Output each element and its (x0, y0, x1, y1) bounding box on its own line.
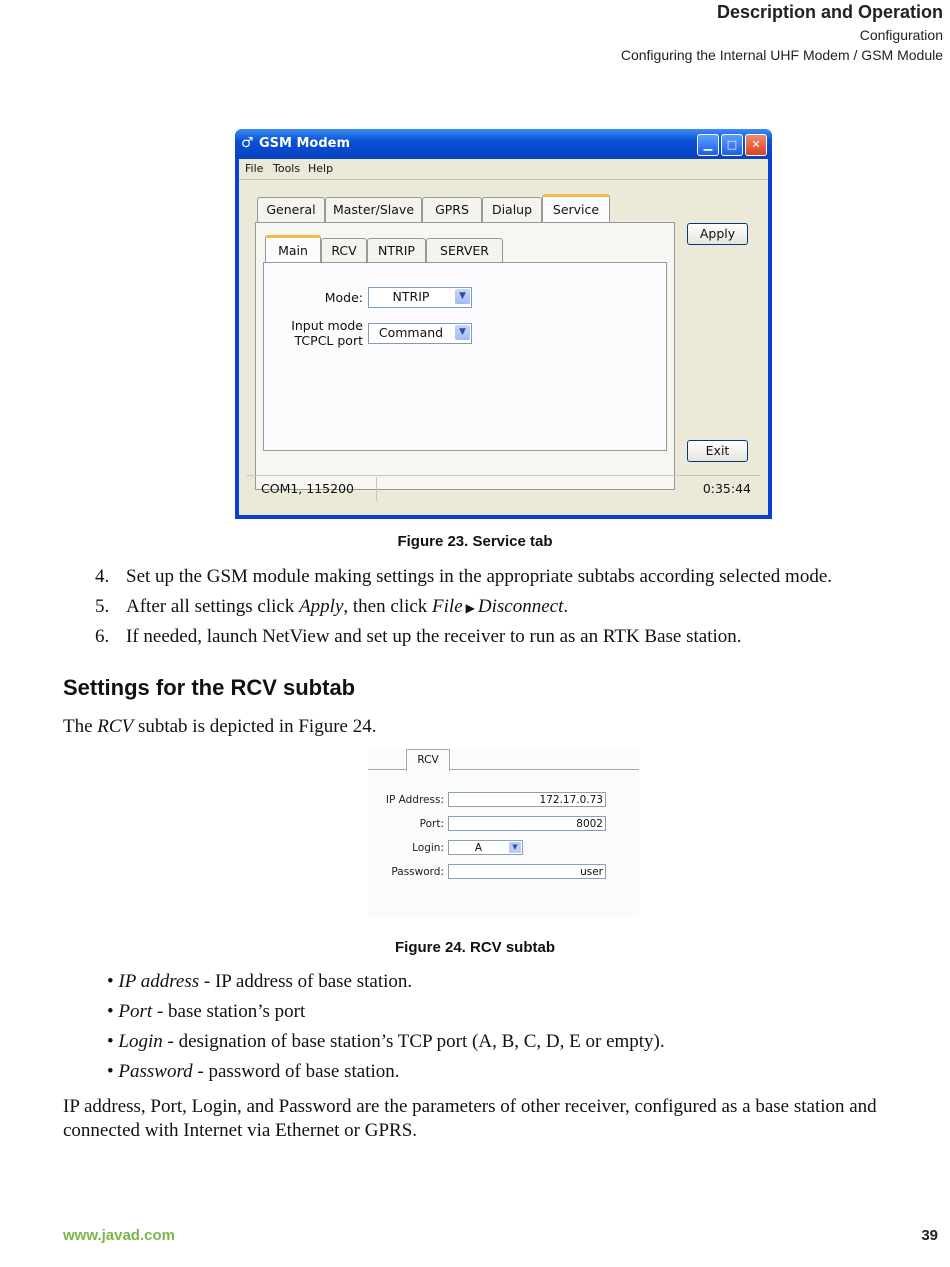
tab-service[interactable]: Service (542, 194, 610, 224)
section-heading: Settings for the RCV subtab (63, 675, 356, 700)
step-number: 6. (95, 626, 110, 647)
mode-label: Mode: (324, 290, 363, 305)
tab-master-slave[interactable]: Master/Slave (325, 197, 422, 222)
step-number: 5. (95, 596, 110, 617)
menu-file[interactable]: File (245, 162, 264, 175)
step-text: , then click (343, 596, 433, 617)
tab-gprs[interactable]: GPRS (422, 197, 482, 222)
figure-24-caption: Figure 24. RCV subtab (394, 939, 556, 956)
bullet-term: Login (118, 1031, 163, 1052)
window-title: GSM Modem (259, 136, 351, 151)
minimize-button[interactable]: ▁ (697, 134, 719, 156)
password-field[interactable]: user (448, 864, 606, 879)
chevron-down-icon[interactable]: ▼ (455, 289, 470, 304)
step-6 (95, 625, 742, 649)
mode-value: NTRIP (392, 289, 430, 304)
bullet-icon: • (107, 1031, 114, 1052)
disconnect-term: Disconnect (477, 596, 564, 617)
password-label: Password: (391, 866, 444, 878)
input-mode-value: Command (378, 325, 444, 340)
app-icon: ♂ (241, 135, 254, 151)
closing-paragraph: IP address, Port, Login, and Password are the parameters of other receiver, configured as a base station and connected with Internet via Ethernet or GPRS. (63, 1096, 877, 1141)
step-number: 4. (95, 566, 110, 587)
input-mode-label-line2: TCPCL port (294, 333, 363, 348)
ip-address-label: IP Address: (385, 794, 444, 806)
step-text: Set up the GSM module making settings in the appropriate subtabs according selected mode. (126, 566, 833, 587)
header-subsection: Configuration (859, 27, 943, 43)
subtab-ntrip[interactable]: NTRIP (367, 238, 426, 263)
maximize-button[interactable]: □ (721, 134, 743, 156)
step-5 (95, 595, 569, 619)
subtab-rcv[interactable]: RCV (321, 238, 367, 263)
rcv-intro (63, 715, 376, 739)
bullet-term: Port (118, 1001, 153, 1022)
ip-address-field[interactable]: 172.17.0.73 (448, 792, 606, 807)
bullet-ip-address (107, 970, 412, 994)
apply-term: Apply (299, 596, 344, 617)
bullet-icon: • (107, 1001, 114, 1022)
port-label: Port: (419, 818, 444, 830)
intro-text: subtab is depicted in Figure 24. (133, 716, 377, 737)
step-text: . (563, 596, 569, 617)
header-section: Description and Operation (716, 2, 943, 22)
file-term: File (432, 596, 463, 617)
footer-url[interactable]: www.javad.com (63, 1227, 175, 1244)
bullet-icon: • (107, 971, 114, 992)
menu-tools[interactable]: Tools (273, 162, 301, 175)
window-client (239, 159, 768, 515)
title-bar[interactable] (235, 129, 772, 159)
chevron-down-icon[interactable]: ▼ (455, 325, 470, 340)
intro-text: The (63, 716, 98, 737)
login-select[interactable] (448, 840, 523, 855)
figure-23-caption: Figure 23. Service tab (397, 533, 553, 550)
rcv-subtab-figure (368, 749, 639, 917)
chevron-down-icon[interactable]: ▼ (509, 842, 521, 853)
bullet-password (107, 1060, 400, 1084)
rcv-tab[interactable]: RCV (406, 749, 450, 771)
page-number: 39 (921, 1227, 938, 1244)
header-topic: Configuring the Internal UHF Modem / GSM Module (620, 47, 943, 63)
menu-bar (239, 159, 768, 180)
menu-arrow-icon: ▶ (465, 601, 475, 615)
bullet-icon: • (107, 1061, 114, 1082)
bullet-port (107, 1000, 305, 1024)
port-field[interactable]: 8002 (448, 816, 606, 831)
apply-button[interactable]: Apply (687, 223, 748, 245)
subtab-server[interactable]: SERVER (426, 238, 503, 263)
exit-button[interactable]: Exit (687, 440, 748, 462)
bullet-login (107, 1030, 665, 1054)
bullet-desc: - password of base station. (192, 1061, 400, 1082)
bullet-term: Password (118, 1061, 193, 1082)
bullet-desc: - designation of base station’s TCP port (A, B, C, D, E or empty). (162, 1031, 665, 1052)
tab-dialup[interactable]: Dialup (482, 197, 542, 222)
status-port: COM1, 115200 (249, 477, 377, 501)
close-button[interactable]: ✕ (745, 134, 767, 156)
status-divider (247, 475, 760, 476)
subtab-main[interactable]: Main (265, 235, 321, 265)
step-4 (95, 565, 833, 589)
input-mode-label-line1: Input mode (291, 318, 363, 333)
tab-general[interactable]: General (257, 197, 325, 222)
login-value: A (474, 842, 483, 854)
intro-term: RCV (97, 716, 134, 737)
menu-help[interactable]: Help (308, 162, 334, 175)
mode-select[interactable] (368, 287, 472, 308)
status-time: 0:35:44 (702, 481, 751, 496)
gsm-modem-window (235, 129, 772, 519)
bullet-term: IP address (118, 971, 200, 992)
bullet-desc: - IP address of base station. (199, 971, 413, 992)
step-text: If needed, launch NetView and set up the receiver to run as an RTK Base station. (126, 626, 742, 647)
input-mode-select[interactable] (368, 323, 472, 344)
login-label: Login: (412, 842, 444, 854)
input-mode-label (269, 318, 363, 348)
step-text: After all settings click (126, 596, 300, 617)
bullet-desc: - base station’s port (152, 1001, 306, 1022)
